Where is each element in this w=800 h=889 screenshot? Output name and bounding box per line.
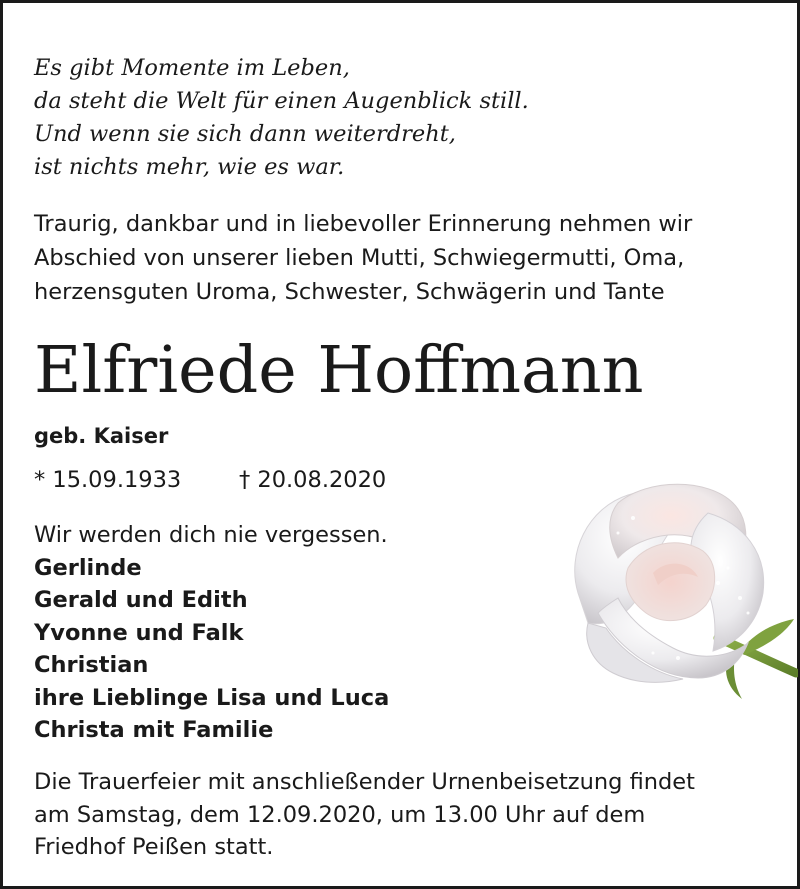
deceased-name: Elfriede Hoffmann	[34, 333, 644, 408]
mourner-name: ihre Lieblinge Lisa und Luca	[34, 684, 390, 711]
mourner-name: Yvonne und Falk	[34, 619, 244, 646]
intro-line: Traurig, dankbar und in liebevoller Erinnerung nehmen wir	[34, 211, 693, 237]
mourner-name: Gerlinde	[34, 554, 142, 581]
service-line: am Samstag, dem 12.09.2020, um 13.00 Uhr auf dem	[34, 801, 646, 828]
poem-line: ist nichts mehr, wie es war.	[34, 154, 345, 180]
birth-date: * 15.09.1933	[34, 467, 182, 493]
birth-name: geb. Kaiser	[34, 424, 169, 448]
poem-line: Es gibt Momente im Leben,	[34, 55, 350, 81]
life-dates	[34, 463, 534, 497]
poem	[34, 52, 634, 184]
mourner-name: Christian	[34, 652, 149, 678]
poem-line: da steht die Welt für einen Augenblick still.	[34, 88, 529, 114]
mourner-name: Christa mit Familie	[34, 717, 274, 743]
intro-line: Abschied von unserer lieben Mutti, Schwiegermutti, Oma,	[34, 245, 685, 271]
mourner-name: Gerald und Edith	[34, 587, 248, 613]
funeral-service-info	[34, 766, 784, 864]
white-rose-icon	[558, 473, 798, 723]
service-line: Friedhof Peißen statt.	[34, 834, 274, 860]
poem-line: Und wenn sie sich dann weiterdreht,	[34, 121, 456, 147]
service-line: Die Trauerfeier mit anschließender Urnenbeisetzung findet	[34, 769, 695, 795]
intro-text	[34, 207, 774, 309]
intro-line: herzensguten Uroma, Schwester, Schwägerin und Tante	[34, 279, 665, 305]
mourners-list	[34, 519, 554, 747]
death-date: † 20.08.2020	[239, 467, 387, 493]
mourners-lead: Wir werden dich nie vergessen.	[34, 522, 388, 548]
